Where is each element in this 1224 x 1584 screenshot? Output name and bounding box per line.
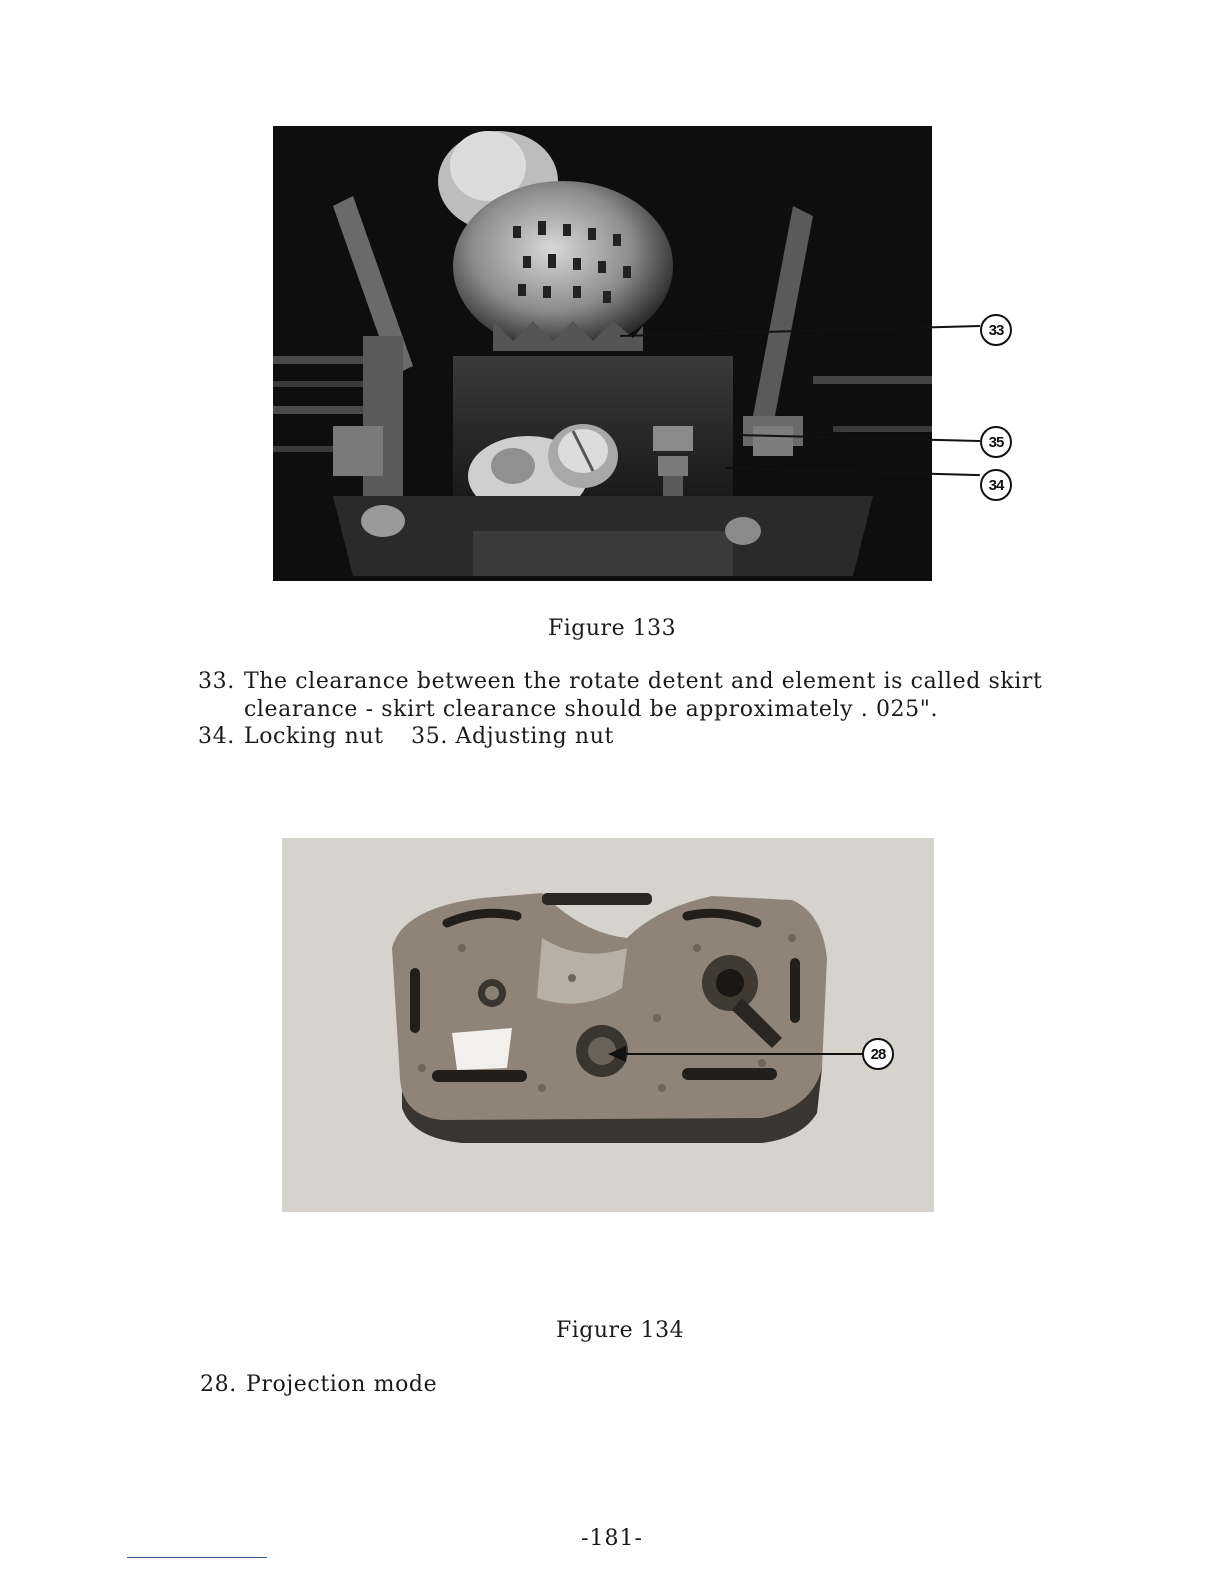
item-28	[200, 1372, 437, 1397]
figure-133-caption: Figure 133	[548, 616, 677, 641]
figure-134-photo	[282, 838, 934, 1212]
figure-134-illustration	[282, 838, 934, 1212]
figure-133-photo	[273, 126, 932, 581]
item-35-text: 35. Adjusting nut	[411, 724, 614, 749]
item-33	[198, 669, 1042, 694]
footer-rule	[127, 1557, 267, 1558]
item-34-35	[198, 724, 614, 749]
figure-133-illustration	[273, 126, 932, 581]
callout-arrowhead	[608, 1046, 626, 1062]
callout-28: 28	[862, 1038, 894, 1070]
page-number: -181-	[581, 1526, 643, 1551]
item-33-number: 33.	[198, 669, 235, 694]
item-33-continued: clearance - skirt clearance should be approximately . 025".	[244, 697, 939, 722]
item-34-number: 34.	[198, 724, 235, 749]
callout-35: 35	[980, 426, 1012, 458]
callout-33: 33	[980, 314, 1012, 346]
callout-line-28	[622, 1053, 862, 1055]
callout-34: 34	[980, 469, 1012, 501]
item-34-text: Locking nut	[244, 724, 384, 749]
item-28-text: Projection mode	[246, 1372, 438, 1397]
item-28-number: 28.	[200, 1372, 237, 1397]
item-33-line1: The clearance between the rotate detent and element is called skirt	[244, 669, 1043, 694]
figure-134-caption: Figure 134	[556, 1318, 685, 1343]
